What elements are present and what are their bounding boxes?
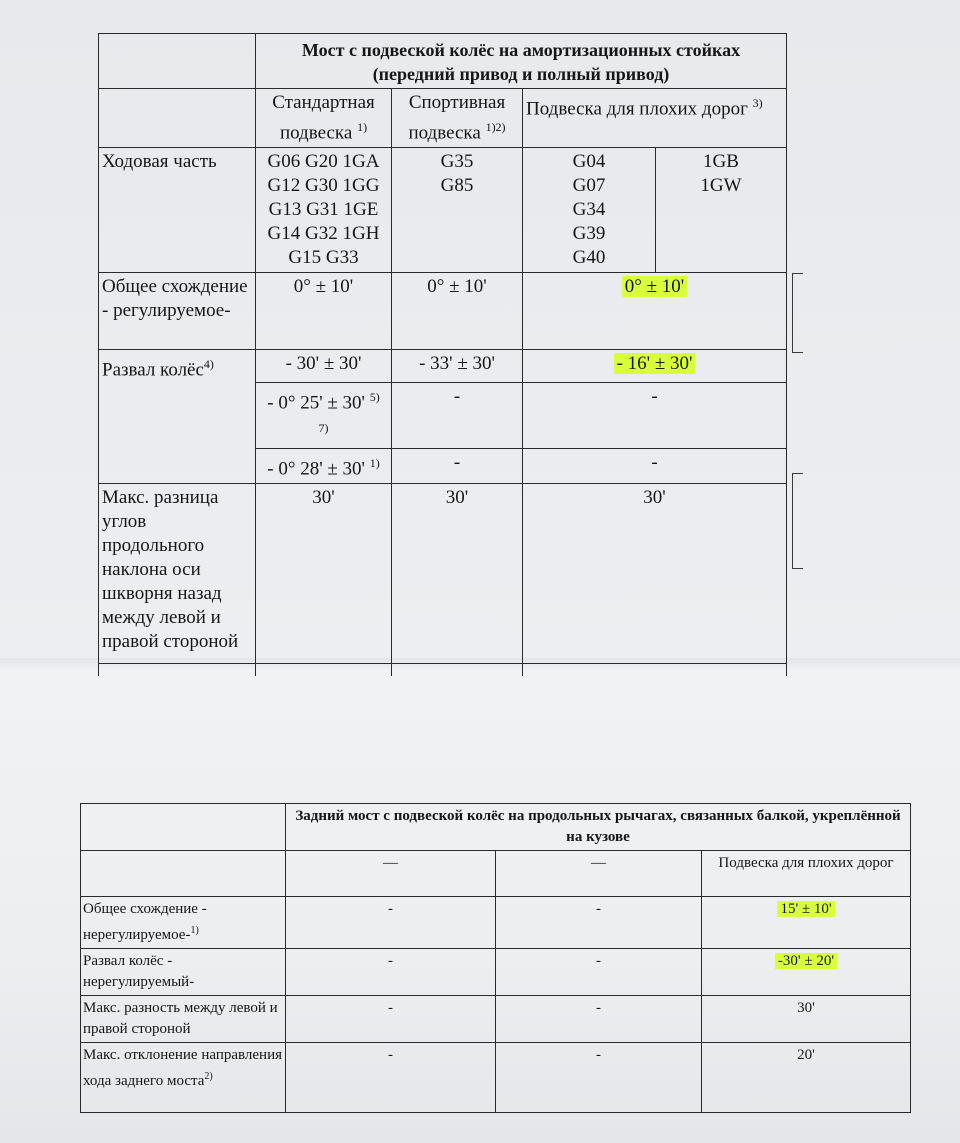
rear-thrust-note: 2) [204,1071,213,1082]
col-c-header: Подвеска для плохих дорог [702,851,911,897]
chassis-bad-roads-b [656,148,787,273]
toe-standard: 0° ± 10' [256,273,392,350]
rear-camber-a: - [286,949,496,996]
chassis-label: Ходовая часть [99,148,256,273]
col-standard-header [256,89,392,148]
header-empty-cell [81,851,286,897]
col-bad-roads-header [523,89,787,148]
margin-bracket [792,473,803,569]
camber-standard: - 30' ± 30' [256,350,392,383]
col-b-header: — [496,851,702,897]
rear-camber-label-cell [81,949,286,996]
rear-toe-b: - [496,897,702,949]
toe-label: Общее схождение - регулируемое- [99,273,256,350]
rear-toe-c-cell [702,897,911,949]
rear-camber-c-cell [702,949,911,996]
rear-diff-label-cell [81,996,286,1043]
col-sport-label: Спортивная подвеска [408,92,506,144]
header-empty-cell [99,89,256,148]
cut-off-cell [392,664,523,677]
front-axle-title: Мост с подвеской колёс на амортизационных стойках (передний привод и полный привод) [256,34,787,89]
chassis-sport [392,148,523,273]
corner-cell [81,804,286,851]
cut-off-cell [99,664,256,677]
camber-sport-3: - [392,448,523,483]
chassis-code: G13 G31 1GE [268,199,379,221]
cut-off-cell [256,664,392,677]
caster-label: Макс. разница углов продольного наклона оси шкворня назад между левой и правой стороной [99,484,256,664]
camber-bad-roads-2: - [523,383,787,449]
camber-bad-roads-3: - [523,448,787,483]
caster-standard: 30' [256,484,392,664]
chassis-code: G12 G30 1GG [267,175,380,197]
chassis-code: G35 [440,151,474,173]
chassis-bad-roads-a [523,148,656,273]
rear-diff-a: - [286,996,496,1043]
rear-camber-label: Развал колёс - нерегулируемый- [83,953,195,990]
cut-off-cell [523,664,787,677]
rear-camber-c-value: -30' ± 20' [775,953,837,969]
rear-diff-label: Макс. разность между левой и правой стороной [83,1000,278,1037]
rear-toe-note: 1) [190,925,199,936]
camber-sport-2: - [392,383,523,449]
chassis-code: G14 G32 1GH [267,223,380,245]
rear-thrust-a: - [286,1043,496,1113]
rear-thrust-label-cell [81,1043,286,1113]
camber-standard-3-note: 1) [369,455,380,470]
rear-toe-c-value: 15' ± 10' [777,901,834,917]
camber-standard-2 [256,383,392,449]
caster-sport: 30' [392,484,523,664]
col-sport-header [392,89,523,148]
rear-toe-label: Общее схождение - нерегулируемое- [83,901,207,943]
col-a-header: — [286,851,496,897]
camber-standard-2-note2: 7) [318,420,329,435]
corner-cell [99,34,256,89]
rear-axle-title: Задний мост с подвеской колёс на продольных рычагах, связанных балкой, укреплённой на кузове [286,804,911,851]
toe-sport: 0° ± 10' [392,273,523,350]
camber-bad-roads-cell [523,350,787,383]
camber-standard-3 [256,448,392,483]
rear-thrust-b: - [496,1043,702,1113]
rear-thrust-label: Макс. отклонение направления хода заднего моста [83,1047,282,1089]
caster-bad-roads: 30' [523,484,787,664]
chassis-code: G40 [572,247,606,269]
chassis-code: G06 G20 1GA [267,151,380,173]
chassis-code: G04 [572,151,606,173]
col-standard-note: 1) [357,120,368,134]
col-bad-roads-note: 3) [752,96,763,110]
camber-label-cell [99,350,256,484]
camber-bad-roads-value: - 16' ± 30' [614,353,696,374]
front-axle-table [98,33,787,676]
camber-standard-2-note: 5) [369,390,380,405]
camber-label: Развал колёс [102,359,204,381]
rear-diff-c: 30' [702,996,911,1043]
toe-bad-roads-value: 0° ± 10' [622,276,687,297]
toe-bad-roads-cell [523,273,787,350]
col-bad-roads-label: Подвеска для плохих дорог [526,98,748,120]
rear-toe-a: - [286,897,496,949]
chassis-standard [256,148,392,273]
chassis-code: G39 [572,223,606,245]
camber-standard-3-value: - 0° 28' ± 30' [267,458,365,480]
col-sport-note: 1)2) [485,120,506,134]
margin-bracket [792,273,803,353]
rear-thrust-c: 20' [702,1043,911,1113]
camber-standard-2-value: - 0° 25' ± 30' [267,392,365,414]
camber-sport: - 33' ± 30' [392,350,523,383]
rear-diff-b: - [496,996,702,1043]
chassis-code: G34 [572,199,606,221]
rear-camber-b: - [496,949,702,996]
col-standard-label: Стандартная подвеска [272,92,375,144]
camber-label-note: 4) [203,357,214,372]
chassis-code: G15 G33 [288,247,359,269]
chassis-code: 1GW [700,175,742,197]
rear-toe-label-cell [81,897,286,949]
chassis-code: 1GB [703,151,739,173]
chassis-code: G07 [572,175,606,197]
rear-axle-table [80,803,911,1113]
chassis-code: G85 [440,175,474,197]
